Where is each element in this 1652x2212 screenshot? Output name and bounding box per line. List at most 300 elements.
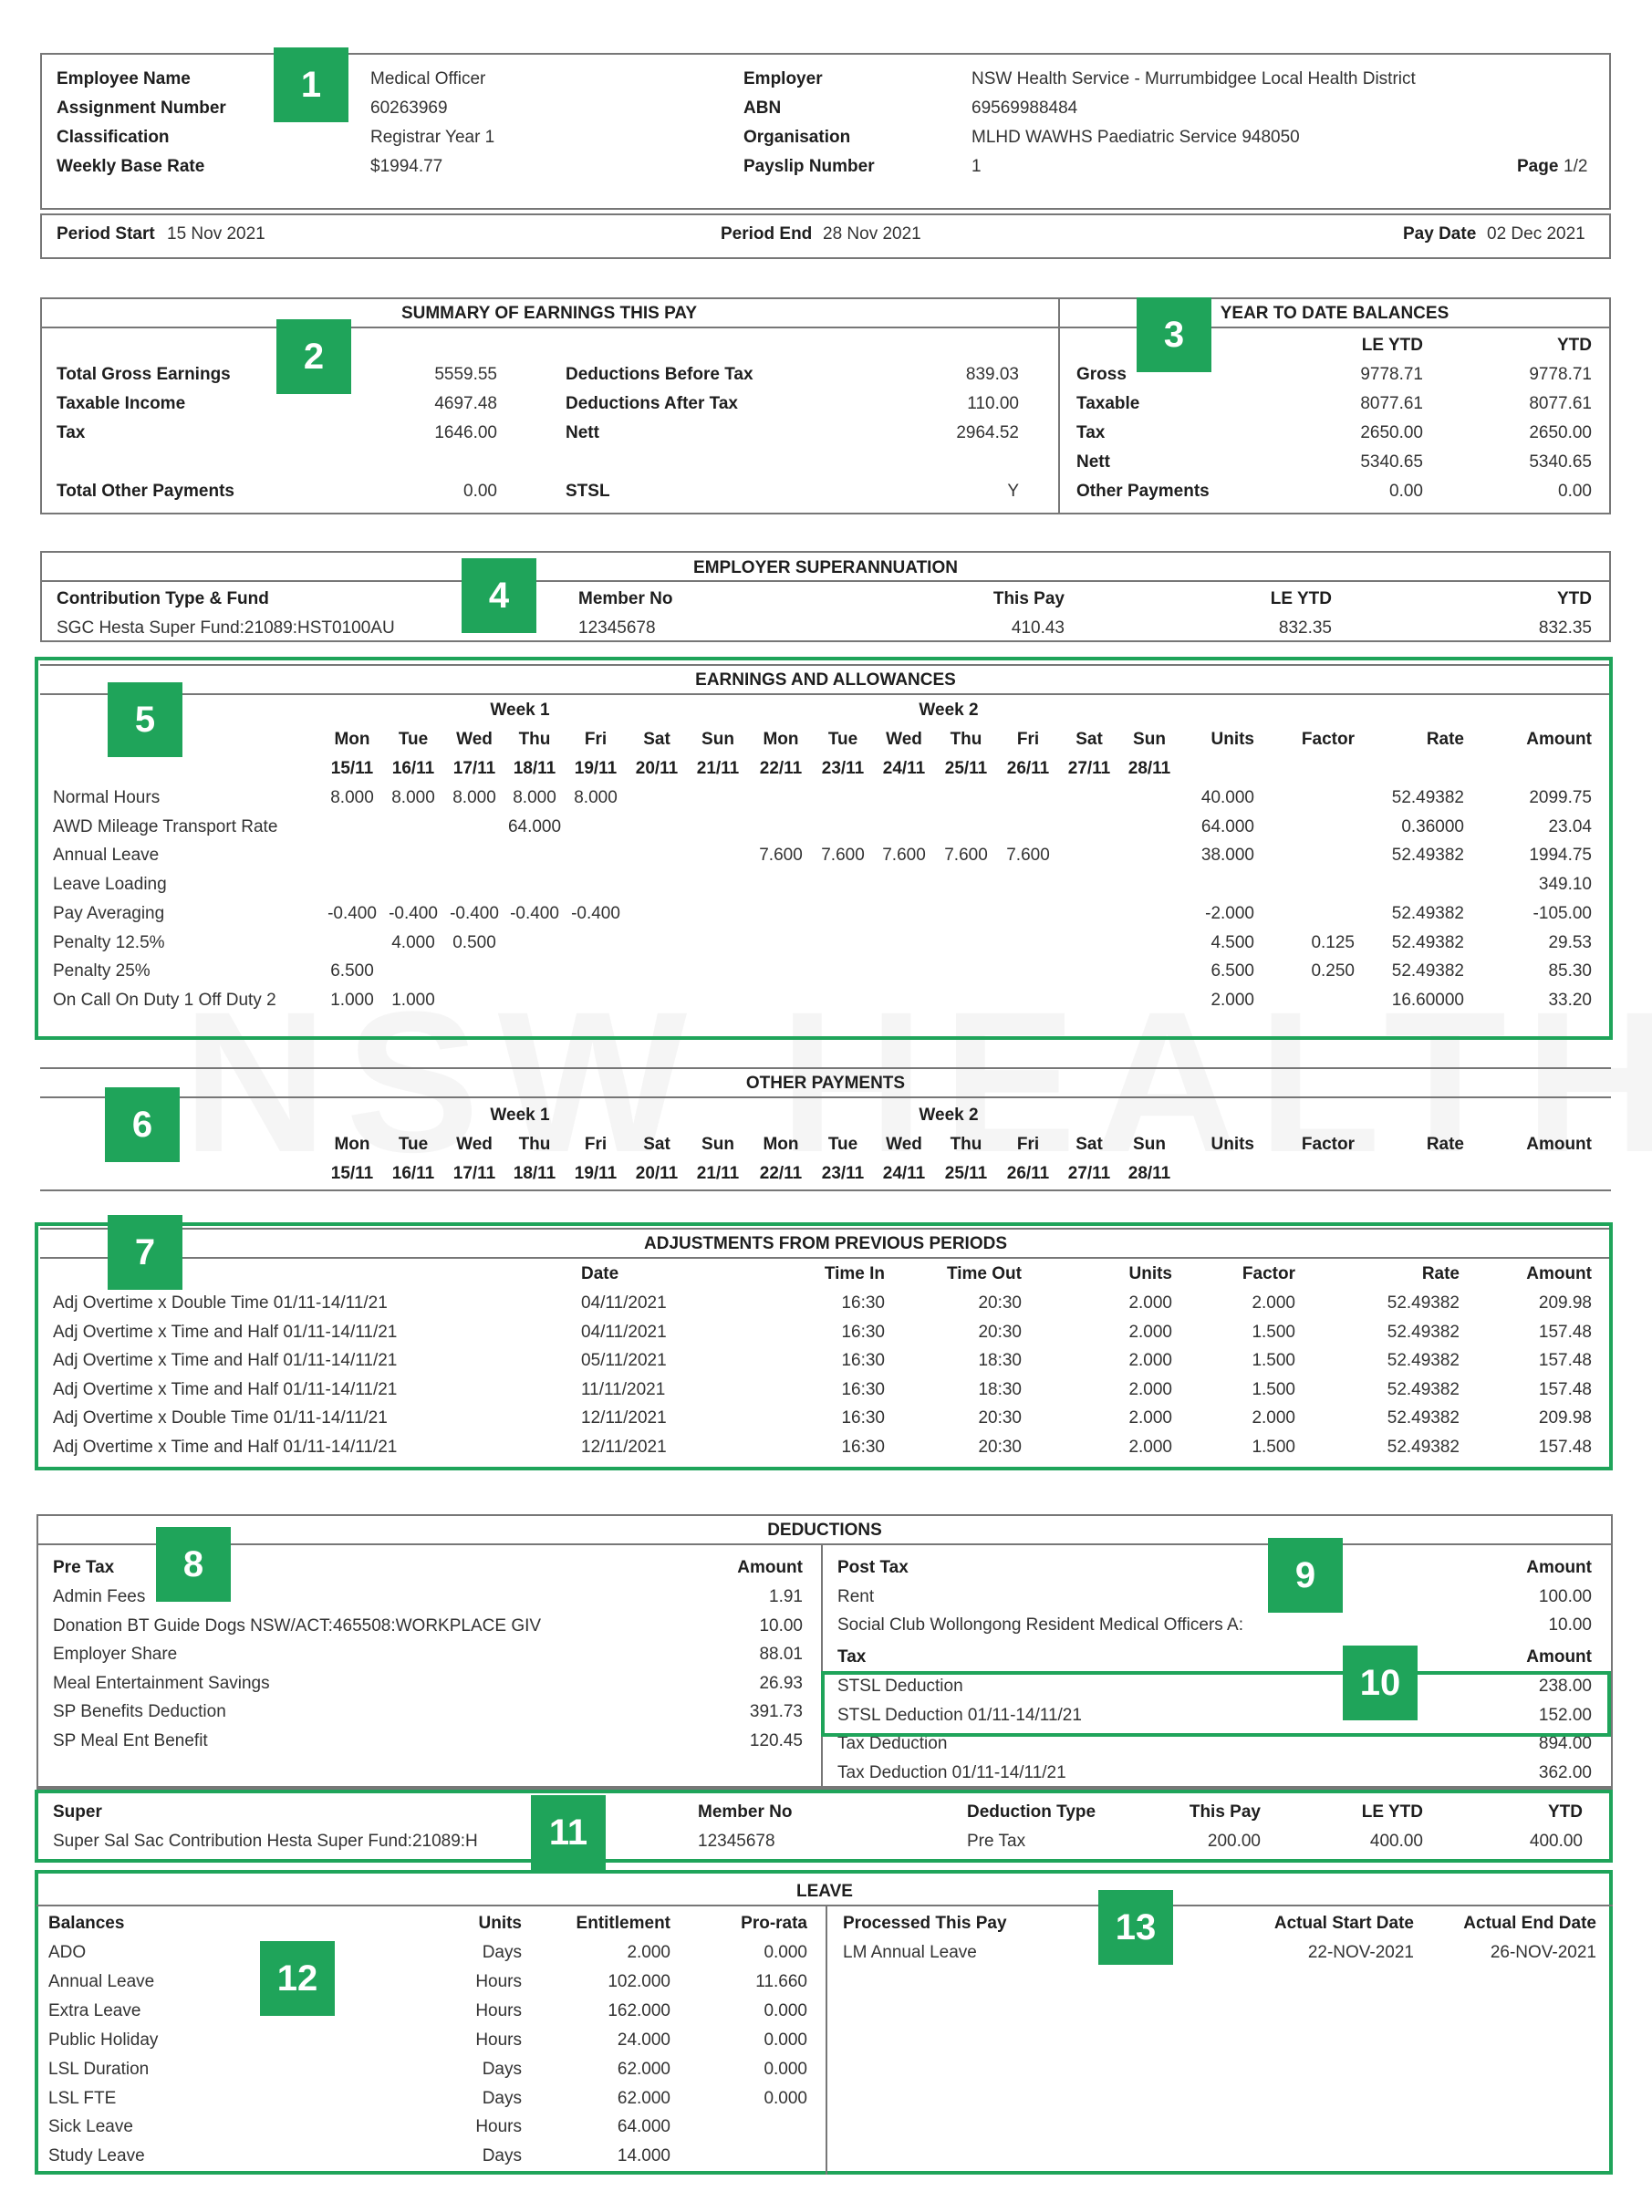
earnings-row-day-value: 7.600	[821, 846, 865, 866]
earnings-day-name: Sun	[1133, 730, 1166, 749]
other-day-date: 17/11	[452, 1164, 496, 1183]
other-day-date: 23/11	[821, 1164, 865, 1183]
tax-row-label: Tax Deduction	[837, 1734, 948, 1753]
leave-row-units: Days	[482, 2146, 522, 2166]
earnings-title: EARNINGS AND ALLOWANCES	[695, 670, 956, 690]
earnings-h-factor: Factor	[1301, 730, 1355, 749]
earnings-row-rate: 52.49382	[1391, 788, 1464, 807]
other-day-date: 24/11	[882, 1164, 926, 1183]
earnings-row-amount: 349.10	[1538, 875, 1592, 895]
adj-row-timeout: 18:30	[978, 1351, 1022, 1371]
earnings-day-name: Sat	[1075, 730, 1103, 749]
adj-row-label: Adj Overtime x Time and Half 01/11-14/11/21	[53, 1351, 398, 1371]
earnings-row-factor: 0.250	[1311, 961, 1355, 981]
leave-row-units: Hours	[475, 2117, 522, 2137]
employee-name-label: Employee Name	[57, 69, 191, 88]
leave-h-processed: Processed This Pay	[843, 1914, 1007, 1933]
page-value: 1/2	[1564, 157, 1588, 176]
earnings-day-date: 23/11	[821, 759, 865, 778]
adj-row-factor: 2.000	[1252, 1293, 1295, 1313]
earnings-row-units: 6.500	[1210, 961, 1254, 981]
pay-date-value: 02 Dec 2021	[1487, 224, 1585, 244]
adj-row-label: Adj Overtime x Time and Half 01/11-14/11/21	[53, 1379, 398, 1399]
ytd-label-0: Gross	[1076, 365, 1127, 384]
earnings-row-amount: 1994.75	[1529, 846, 1592, 866]
other-day-name: Wed	[886, 1135, 922, 1154]
ytd-ytd-2: 2650.00	[1529, 423, 1592, 442]
other-day-name: Wed	[456, 1135, 493, 1154]
summary-right-value-1: 110.00	[967, 394, 1019, 413]
page-label: Page	[1517, 157, 1559, 176]
earnings-day-name: Wed	[456, 730, 493, 749]
tax-row-label: STSL Deduction 01/11-14/11/21	[837, 1705, 1082, 1725]
adj-row-rate: 52.49382	[1387, 1438, 1460, 1457]
period-end-value: 28 Nov 2021	[823, 224, 921, 244]
leave-h-end: Actual End Date	[1463, 1914, 1596, 1933]
adj-h-amount: Amount	[1526, 1264, 1592, 1283]
total-other-payments-label: Total Other Payments	[57, 482, 234, 501]
earnings-day-name: Thu	[518, 730, 551, 749]
earnings-day-name: Thu	[950, 730, 982, 749]
adj-row-rate: 52.49382	[1387, 1379, 1460, 1399]
super-thispay: 410.43	[1011, 618, 1065, 638]
leave-row-label: Annual Leave	[48, 1971, 155, 1991]
ytd-label-3: Nett	[1076, 452, 1110, 472]
earnings-row-day-value: -0.400	[327, 903, 377, 923]
badge-6: 6	[105, 1087, 180, 1162]
leave-h-units: Units	[478, 1914, 522, 1933]
other-day-name: Thu	[950, 1135, 982, 1154]
earnings-day-name: Sat	[643, 730, 670, 749]
adj-row-timeout: 20:30	[978, 1322, 1022, 1342]
adj-row-timeout: 20:30	[978, 1293, 1022, 1313]
other-h-factor: Factor	[1301, 1135, 1355, 1154]
other-day-name: Mon	[763, 1135, 799, 1154]
pretax-label: Pre Tax	[53, 1558, 115, 1577]
adj-row-timein: 16:30	[841, 1293, 885, 1313]
summary-right-label-2: Nett	[566, 423, 599, 442]
summary-right-label-0: Deductions Before Tax	[566, 365, 753, 384]
other-payments-title: OTHER PAYMENTS	[745, 1074, 906, 1093]
other-day-name: Thu	[518, 1135, 551, 1154]
earnings-row-day-value: 64.000	[507, 816, 562, 836]
other-day-date: 16/11	[391, 1164, 435, 1183]
leave-row-entitlement: 62.000	[617, 2059, 670, 2079]
super-member: 12345678	[578, 618, 656, 638]
earnings-row-day-value: 8.000	[330, 788, 374, 807]
adj-h-timein: Time In	[824, 1264, 885, 1283]
adj-row-amount: 157.48	[1538, 1438, 1592, 1457]
earnings-day-date: 27/11	[1067, 759, 1111, 778]
earnings-day-date: 19/11	[574, 759, 618, 778]
other-h-amount: Amount	[1526, 1135, 1592, 1154]
organisation-label: Organisation	[743, 128, 851, 147]
leave-end: 26-NOV-2021	[1490, 1943, 1596, 1962]
badge-3: 3	[1137, 297, 1211, 372]
ytd-leytd-3: 5340.65	[1360, 452, 1423, 472]
leave-row-prorata: 0.000	[764, 2088, 807, 2108]
super-leytd: 832.35	[1278, 618, 1332, 638]
earnings-row-day-value: 1.000	[330, 990, 374, 1010]
other-day-name: Sat	[643, 1135, 670, 1154]
deductions-header-divider	[36, 1543, 1613, 1545]
earnings-week2: Week 2	[919, 701, 979, 720]
earnings-row-amount: -105.00	[1533, 903, 1592, 923]
leave-row-label: LSL FTE	[48, 2088, 117, 2108]
adj-row-rate: 52.49382	[1387, 1351, 1460, 1371]
tax-row-label: Tax Deduction 01/11-14/11/21	[837, 1762, 1066, 1782]
adj-row-rate: 52.49382	[1387, 1322, 1460, 1342]
earnings-row-day-value: 7.600	[882, 846, 926, 866]
earnings-row-rate: 52.49382	[1391, 961, 1464, 981]
employee-name-value: Medical Officer	[370, 69, 486, 88]
posttax-row-label: Social Club Wollongong Resident Medical Officers A:	[837, 1615, 1243, 1635]
badge-4: 4	[462, 558, 536, 633]
other-day-name: Fri	[584, 1135, 608, 1154]
earnings-row-amount: 85.30	[1548, 961, 1592, 981]
supersac-fund: Super Sal Sac Contribution Hesta Super Fund:21089:H	[53, 1832, 478, 1851]
other-h-units: Units	[1210, 1135, 1254, 1154]
ytd-leytd-2: 2650.00	[1360, 423, 1423, 442]
posttax-label: Post Tax	[837, 1558, 909, 1577]
adj-row-label: Adj Overtime x Time and Half 01/11-14/11/21	[53, 1438, 398, 1457]
adj-row-label: Adj Overtime x Double Time 01/11-14/11/21	[53, 1408, 388, 1428]
ytd-col-ytd: YTD	[1557, 336, 1592, 355]
earnings-day-date: 20/11	[635, 759, 679, 778]
summary-left-label-1: Taxable Income	[57, 394, 186, 413]
other-day-name: Tue	[398, 1135, 429, 1154]
badge-11: 11	[531, 1795, 606, 1870]
other-day-date: 28/11	[1127, 1164, 1171, 1183]
earnings-row-rate: 16.60000	[1391, 990, 1464, 1010]
earnings-row-day-value: 7.600	[1006, 846, 1050, 866]
adj-row-timein: 16:30	[841, 1322, 885, 1342]
earnings-row-units: 40.000	[1200, 788, 1254, 807]
earnings-row-day-value: 6.500	[330, 961, 374, 981]
earnings-h-amount: Amount	[1526, 730, 1592, 749]
other-day-name: Mon	[334, 1135, 370, 1154]
pay-date-label: Pay Date	[1403, 224, 1477, 244]
other-payments-bottom-rule	[40, 1189, 1611, 1191]
organisation-value: MLHD WAWHS Paediatric Service 948050	[971, 128, 1300, 147]
earnings-row-units: 64.000	[1200, 816, 1254, 836]
earnings-row-day-value: -0.400	[450, 903, 499, 923]
ytd-ytd-3: 5340.65	[1529, 452, 1592, 472]
earnings-row-label: AWD Mileage Transport Rate	[53, 816, 278, 836]
tax-row-label: STSL Deduction	[837, 1677, 963, 1696]
leave-h-prorata: Pro-rata	[741, 1914, 807, 1933]
tax-row-amount: 362.00	[1538, 1762, 1592, 1782]
tax-label: Tax	[837, 1647, 867, 1667]
adj-h-units: Units	[1128, 1264, 1172, 1283]
leave-processed: LM Annual Leave	[843, 1943, 977, 1962]
other-day-date: 15/11	[330, 1164, 374, 1183]
adj-h-timeout: Time Out	[947, 1264, 1022, 1283]
badge-13: 13	[1098, 1890, 1173, 1965]
badge-12: 12	[260, 1941, 335, 2016]
leave-row-prorata: 0.000	[764, 2030, 807, 2050]
adj-row-amount: 209.98	[1538, 1408, 1592, 1428]
pretax-row-amount: 88.01	[759, 1645, 803, 1664]
earnings-day-name: Mon	[763, 730, 799, 749]
adj-row-units: 2.000	[1128, 1322, 1172, 1342]
earnings-row-amount: 29.53	[1548, 932, 1592, 952]
summary-right-value-0: 839.03	[965, 365, 1019, 384]
employer-super-title: EMPLOYER SUPERANNUATION	[693, 558, 958, 577]
earnings-day-name: Tue	[827, 730, 858, 749]
classification-value: Registrar Year 1	[370, 128, 495, 147]
leave-row-units: Hours	[475, 2000, 522, 2020]
supersac-leytd: 400.00	[1369, 1832, 1423, 1851]
deductions-title: DEDUCTIONS	[767, 1521, 882, 1540]
badge-5: 5	[108, 682, 182, 757]
leave-row-label: Sick Leave	[48, 2117, 133, 2137]
ytd-col-leytd: LE YTD	[1361, 336, 1423, 355]
super-h-thispay: This Pay	[992, 589, 1065, 608]
earnings-row-day-value: 8.000	[513, 788, 556, 807]
leave-row-units: Hours	[475, 1971, 522, 1991]
earnings-day-name: Fri	[1016, 730, 1040, 749]
earnings-day-date: 21/11	[696, 759, 740, 778]
supersac-thispay: 200.00	[1207, 1832, 1261, 1851]
summary-left-value-2: 1646.00	[434, 423, 497, 442]
badge-8: 8	[156, 1527, 231, 1602]
other-day-date: 18/11	[513, 1164, 556, 1183]
leave-row-label: Extra Leave	[48, 2000, 141, 2020]
earnings-row-label: Normal Hours	[53, 788, 161, 807]
other-day-name: Sun	[1133, 1135, 1166, 1154]
leave-row-entitlement: 2.000	[627, 1943, 670, 1962]
super-fund: SGC Hesta Super Fund:21089:HST0100AU	[57, 618, 395, 638]
summary-right-value-2: 2964.52	[956, 423, 1019, 442]
adj-row-date: 04/11/2021	[581, 1293, 667, 1313]
earnings-day-date: 26/11	[1006, 759, 1050, 778]
other-day-date: 27/11	[1067, 1164, 1111, 1183]
assignment-number-label: Assignment Number	[57, 99, 226, 118]
posttax-row-label: Rent	[837, 1587, 875, 1606]
leave-row-prorata: 0.000	[764, 2059, 807, 2079]
earnings-row-rate: 52.49382	[1391, 932, 1464, 952]
tax-row-amount: 152.00	[1538, 1705, 1592, 1725]
adj-row-date: 12/11/2021	[581, 1438, 667, 1457]
earnings-day-date: 22/11	[759, 759, 803, 778]
posttax-row-amount: 100.00	[1538, 1587, 1592, 1606]
earnings-row-day-value: 4.000	[391, 932, 435, 952]
pretax-amount-label: Amount	[737, 1558, 803, 1577]
other-week2: Week 2	[919, 1106, 979, 1125]
earnings-row-day-value: 8.000	[574, 788, 618, 807]
adj-row-date: 11/11/2021	[581, 1379, 666, 1399]
leave-row-entitlement: 24.000	[617, 2030, 670, 2050]
pretax-row-amount: 120.45	[749, 1730, 803, 1750]
badge-7: 7	[108, 1215, 182, 1290]
earnings-row-day-value: 0.500	[452, 932, 496, 952]
adj-row-timeout: 20:30	[978, 1438, 1022, 1457]
ytd-ytd-1: 8077.61	[1529, 394, 1592, 413]
other-day-date: 19/11	[574, 1164, 618, 1183]
earnings-row-rate: 52.49382	[1391, 846, 1464, 866]
classification-label: Classification	[57, 128, 170, 147]
pretax-row-label: Admin Fees	[53, 1587, 146, 1606]
leave-title: LEAVE	[796, 1882, 853, 1901]
pretax-row-amount: 1.91	[769, 1587, 803, 1606]
ytd-leytd-4: 0.00	[1389, 482, 1423, 501]
earnings-row-label: Pay Averaging	[53, 903, 165, 923]
earnings-row-units: 2.000	[1210, 990, 1254, 1010]
supersac-dtype: Pre Tax	[967, 1832, 1026, 1851]
badge-10: 10	[1343, 1646, 1418, 1720]
adj-row-factor: 2.000	[1252, 1408, 1295, 1428]
leave-header-divider	[36, 1905, 1613, 1906]
super-h-leytd: LE YTD	[1270, 589, 1332, 608]
earnings-day-date: 18/11	[513, 759, 556, 778]
pretax-row-label: Donation BT Guide Dogs NSW/ACT:465508:WORKPLACE GIV	[53, 1615, 542, 1636]
adj-row-date: 04/11/2021	[581, 1322, 667, 1342]
stsl-value: Y	[1007, 482, 1019, 501]
pretax-row-amount: 26.93	[759, 1673, 803, 1693]
leave-row-units: Days	[482, 1943, 522, 1962]
leave-row-units: Days	[482, 2088, 522, 2108]
leave-row-entitlement: 162.000	[608, 2000, 670, 2020]
earnings-row-label: Penalty 25%	[53, 961, 151, 981]
ytd-leytd-0: 9778.71	[1360, 365, 1423, 384]
leave-row-entitlement: 64.000	[617, 2117, 670, 2137]
summary-ytd-divider	[1058, 297, 1060, 514]
badge-9: 9	[1268, 1538, 1343, 1613]
leave-row-units: Days	[482, 2059, 522, 2079]
leave-row-label: ADO	[48, 1943, 87, 1962]
period-end-label: Period End	[721, 224, 813, 244]
other-week1: Week 1	[490, 1106, 550, 1125]
leave-h-start: Actual Start Date	[1273, 1914, 1414, 1933]
earnings-row-day-value: 7.600	[944, 846, 988, 866]
leave-row-label: Study Leave	[48, 2146, 145, 2166]
adj-row-amount: 157.48	[1538, 1322, 1592, 1342]
other-payments-top-rule	[40, 1067, 1611, 1069]
adj-row-timeout: 18:30	[978, 1379, 1022, 1399]
other-day-date: 26/11	[1006, 1164, 1050, 1183]
total-other-payments-value: 0.00	[463, 482, 497, 501]
earnings-row-factor: 0.125	[1311, 932, 1355, 952]
adj-h-date: Date	[581, 1264, 619, 1283]
super-sac-highlight	[35, 1790, 1613, 1863]
other-day-name: Tue	[827, 1135, 858, 1154]
pretax-row-label: Meal Entertainment Savings	[53, 1673, 270, 1693]
badge-2: 2	[276, 319, 351, 394]
posttax-row-amount: 10.00	[1548, 1615, 1592, 1635]
earnings-row-day-value: -0.400	[389, 903, 438, 923]
earnings-row-label: Annual Leave	[53, 846, 160, 866]
adj-row-label: Adj Overtime x Time and Half 01/11-14/11/21	[53, 1322, 398, 1342]
earnings-day-name: Fri	[584, 730, 608, 749]
weekly-base-rate-value: $1994.77	[370, 157, 443, 176]
adj-row-amount: 157.48	[1538, 1379, 1592, 1399]
supersac-h-member: Member No	[698, 1802, 793, 1822]
leave-row-prorata: 0.000	[764, 2000, 807, 2020]
supersac-h-leytd: LE YTD	[1361, 1802, 1423, 1822]
earnings-day-date: 24/11	[882, 759, 926, 778]
earnings-row-units: 38.000	[1200, 846, 1254, 866]
employer-value: NSW Health Service - Murrumbidgee Local Health District	[971, 69, 1416, 88]
abn-label: ABN	[743, 99, 782, 118]
pretax-row-label: Employer Share	[53, 1645, 178, 1664]
adj-row-factor: 1.500	[1252, 1322, 1295, 1342]
tax-row-amount: 238.00	[1538, 1677, 1592, 1696]
tax-amount-label: Amount	[1526, 1647, 1592, 1667]
summary-left-value-1: 4697.48	[434, 394, 497, 413]
other-day-date: 21/11	[696, 1164, 740, 1183]
earnings-row-rate: 52.49382	[1391, 903, 1464, 923]
ytd-ytd-4: 0.00	[1558, 482, 1592, 501]
adj-row-date: 05/11/2021	[581, 1351, 667, 1371]
adj-row-rate: 52.49382	[1387, 1293, 1460, 1313]
earnings-row-day-value: 8.000	[391, 788, 435, 807]
adj-row-factor: 1.500	[1252, 1351, 1295, 1371]
pretax-row-amount: 10.00	[759, 1615, 803, 1636]
deductions-divider	[821, 1543, 823, 1788]
earnings-row-amount: 2099.75	[1529, 788, 1592, 807]
adj-row-timein: 16:30	[841, 1379, 885, 1399]
ytd-label-1: Taxable	[1076, 394, 1140, 413]
period-start-value: 15 Nov 2021	[167, 224, 265, 244]
adj-row-amount: 157.48	[1538, 1351, 1592, 1371]
earnings-day-date: 15/11	[330, 759, 374, 778]
ytd-leytd-1: 8077.61	[1360, 394, 1423, 413]
supersac-h-ytd: YTD	[1548, 1802, 1583, 1822]
employer-super-header-divider	[40, 580, 1611, 582]
earnings-row-units: -2.000	[1205, 903, 1254, 923]
super-h-member: Member No	[578, 589, 673, 608]
earnings-row-day-value: 8.000	[452, 788, 496, 807]
adj-row-date: 12/11/2021	[581, 1408, 667, 1428]
supersac-h-thispay: This Pay	[1189, 1802, 1261, 1822]
adj-row-amount: 209.98	[1538, 1293, 1592, 1313]
adjustments-highlight	[35, 1222, 1613, 1470]
adj-row-timein: 16:30	[841, 1408, 885, 1428]
stsl-label: STSL	[566, 482, 610, 501]
ytd-label-2: Tax	[1076, 423, 1106, 442]
adj-row-units: 2.000	[1128, 1351, 1172, 1371]
summary-left-label-2: Tax	[57, 423, 86, 442]
weekly-base-rate-label: Weekly Base Rate	[57, 157, 205, 176]
earnings-row-label: On Call On Duty 1 Off Duty 2	[53, 990, 276, 1010]
earnings-day-date: 25/11	[944, 759, 988, 778]
adj-row-units: 2.000	[1128, 1438, 1172, 1457]
earnings-day-date: 16/11	[391, 759, 435, 778]
earnings-h-units: Units	[1210, 730, 1254, 749]
period-start-label: Period Start	[57, 224, 155, 244]
super-ytd: 832.35	[1538, 618, 1592, 638]
leave-row-units: Hours	[475, 2030, 522, 2050]
supersac-h-super: Super	[53, 1802, 102, 1822]
stsl-highlight	[821, 1671, 1611, 1737]
adj-row-timeout: 20:30	[978, 1408, 1022, 1428]
other-payments-header-divider	[40, 1096, 1611, 1098]
adj-row-units: 2.000	[1128, 1293, 1172, 1313]
other-day-name: Sat	[1075, 1135, 1103, 1154]
adj-row-rate: 52.49382	[1387, 1408, 1460, 1428]
tax-row-amount: 894.00	[1538, 1734, 1592, 1753]
adj-row-label: Adj Overtime x Double Time 01/11-14/11/21	[53, 1293, 388, 1313]
leave-row-label: Public Holiday	[48, 2030, 159, 2050]
earnings-row-day-value: 1.000	[391, 990, 435, 1010]
pretax-row-label: SP Benefits Deduction	[53, 1702, 226, 1721]
adj-row-units: 2.000	[1128, 1408, 1172, 1428]
leave-row-prorata: 0.000	[764, 1943, 807, 1962]
other-day-name: Fri	[1016, 1135, 1040, 1154]
earnings-day-name: Mon	[334, 730, 370, 749]
payslip-number-value: 1	[971, 157, 982, 176]
